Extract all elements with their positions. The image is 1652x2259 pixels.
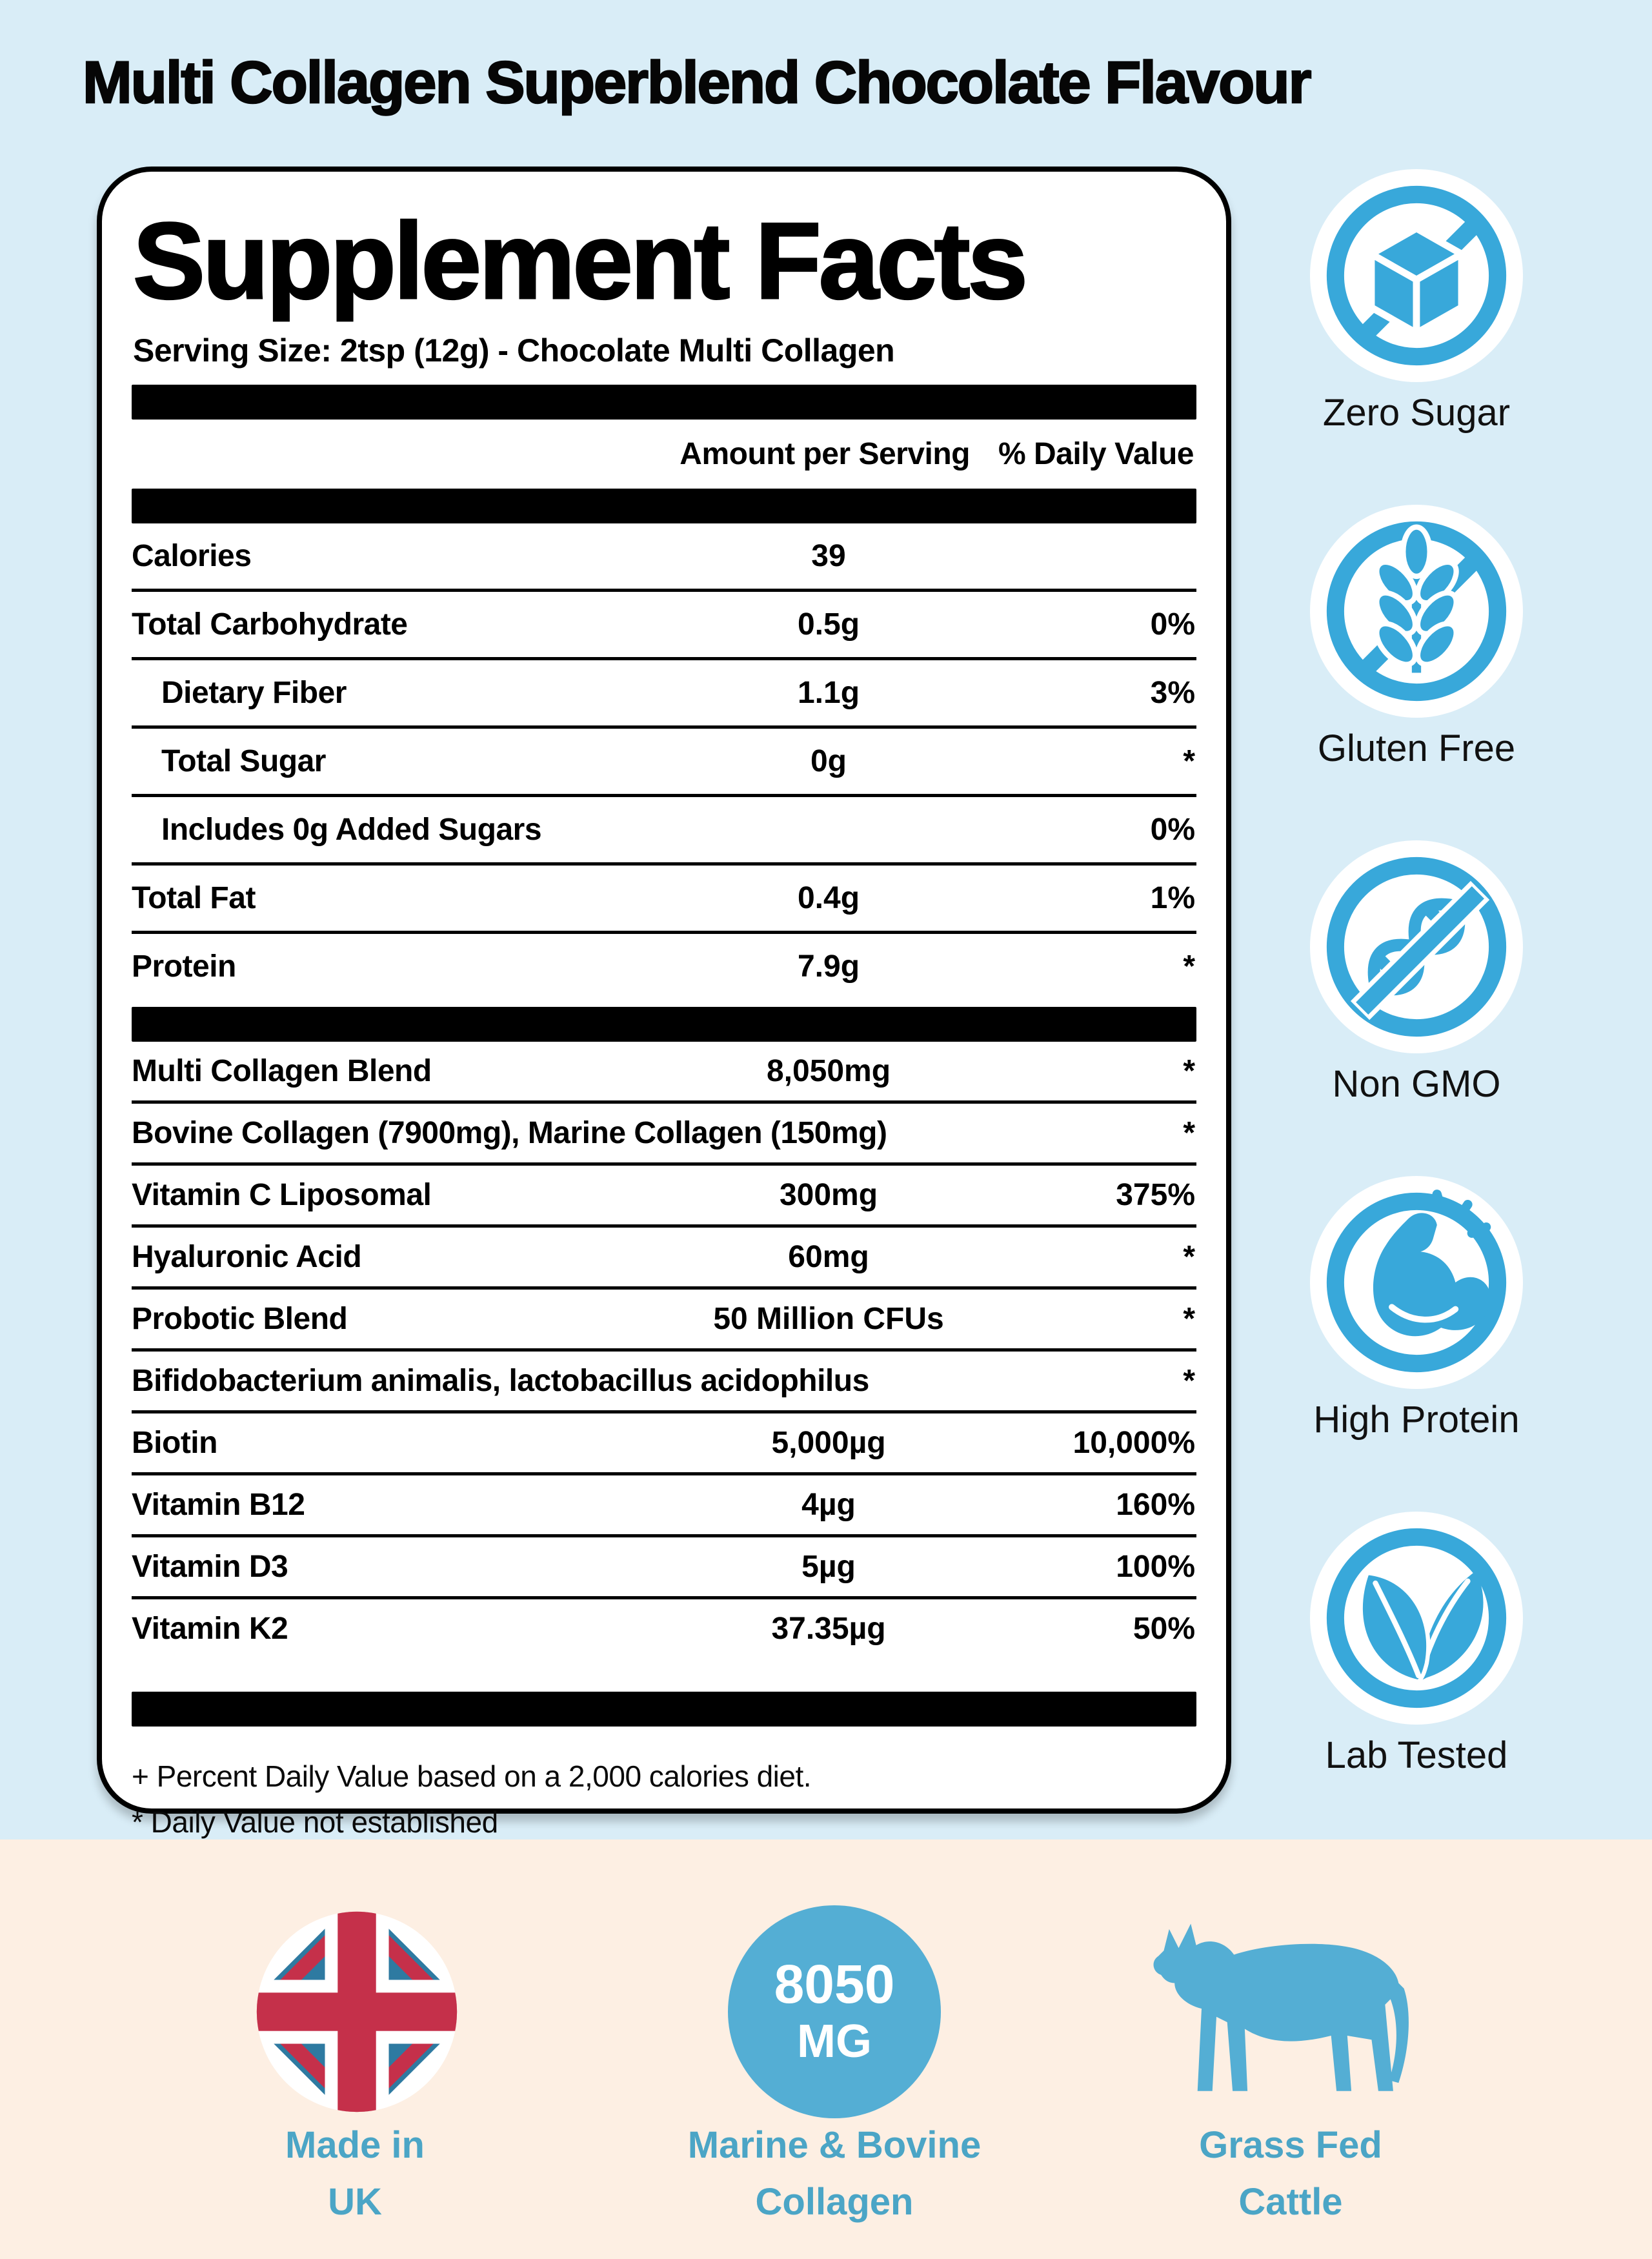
row-amount: 0.5g — [797, 607, 860, 642]
row-name: Bifidobacterium animalis, lactobacillus acidophilus — [132, 1364, 869, 1398]
table-row — [132, 1413, 1196, 1475]
column-header-amount: Amount per Serving — [680, 437, 970, 471]
badge-label: Lab Tested — [1325, 1734, 1508, 1776]
table-row — [132, 1228, 1196, 1290]
badge-label: High Protein — [1313, 1399, 1520, 1441]
mg-unit: MG — [797, 2016, 872, 2067]
no-wheat-icon — [1310, 505, 1523, 718]
row-daily-value: 1% — [1150, 881, 1195, 915]
row-name: Total Fat — [132, 881, 256, 915]
table-row — [132, 1104, 1196, 1166]
row-daily-value: * — [1183, 1240, 1195, 1274]
marine-bovine-label — [589, 2117, 1080, 2231]
row-amount: 37.35µg — [771, 1612, 886, 1646]
no-gmo-dna-icon — [1310, 840, 1523, 1053]
mg-circle-badge — [728, 1905, 941, 2118]
cattle-line: Cattle — [1238, 2181, 1343, 2224]
uk-flag-icon — [250, 1905, 463, 2118]
row-name: Vitamin K2 — [132, 1612, 288, 1646]
serving-size-line: Serving Size: 2tsp (12g) - Chocolate Multi Collagen — [133, 332, 895, 369]
cow-icon — [1142, 1903, 1439, 2109]
row-name: Total Carbohydrate — [132, 607, 408, 642]
row-name: Vitamin B12 — [132, 1488, 305, 1522]
made-in-uk-label — [110, 2117, 600, 2231]
uk-line: UK — [328, 2181, 382, 2224]
footnotes — [132, 1754, 1196, 1846]
row-name: Calories — [132, 539, 252, 573]
ingredient-table — [132, 1042, 1196, 1658]
row-name: Hyaluronic Acid — [132, 1240, 362, 1274]
row-name: Includes 0g Added Sugars — [161, 813, 542, 847]
table-row — [132, 797, 1196, 866]
page-title: Multi Collagen Superblend Chocolate Flavour — [83, 50, 1311, 116]
badge-gluten-free — [1249, 505, 1584, 770]
grass-fed-label — [1045, 2117, 1536, 2231]
row-amount: 5µg — [801, 1550, 856, 1584]
row-daily-value: 0% — [1150, 813, 1195, 847]
row-amount: 0g — [810, 744, 847, 778]
no-sugar-cube-icon — [1310, 169, 1523, 382]
table-row — [132, 1042, 1196, 1104]
row-amount: 60mg — [788, 1240, 869, 1274]
table-row — [132, 592, 1196, 660]
row-name: Probotic Blend — [132, 1302, 348, 1336]
badge-label: Zero Sugar — [1322, 392, 1511, 434]
badge-zero-sugar — [1249, 169, 1584, 434]
table-row — [132, 1537, 1196, 1599]
row-daily-value: * — [1183, 1054, 1195, 1088]
row-amount: 4µg — [801, 1488, 856, 1522]
badge-lab-tested — [1249, 1512, 1584, 1777]
marine-line: Marine & Bovine — [687, 2124, 982, 2166]
divider-bar-middle — [132, 1007, 1196, 1042]
footer-band — [0, 1839, 1652, 2259]
table-row — [132, 1599, 1196, 1658]
row-name: Protein — [132, 949, 236, 984]
table-row — [132, 866, 1196, 934]
row-daily-value: * — [1183, 1116, 1195, 1150]
footnote-percent: + Percent Daily Value based on a 2,000 calories diet. — [132, 1759, 812, 1793]
row-daily-value: 160% — [1116, 1488, 1195, 1522]
row-name: Dietary Fiber — [161, 676, 347, 710]
nutrient-table — [132, 523, 1196, 999]
row-name: Vitamin C Liposomal — [132, 1178, 432, 1212]
row-amount: 5,000µg — [771, 1426, 886, 1460]
divider-bar-top — [132, 385, 1196, 420]
row-daily-value: * — [1183, 1302, 1195, 1336]
row-amount: 0.4g — [797, 881, 860, 915]
row-amount: 39 — [811, 539, 846, 573]
row-amount: 8,050mg — [766, 1054, 891, 1088]
row-daily-value: 3% — [1150, 676, 1195, 710]
mg-value: 8050 — [774, 1953, 895, 2014]
collagen-line: Collagen — [755, 2181, 914, 2224]
table-row — [132, 934, 1196, 999]
table-row — [132, 660, 1196, 729]
badge-label: Gluten Free — [1317, 727, 1516, 769]
table-row — [132, 729, 1196, 797]
row-name: Multi Collagen Blend — [132, 1054, 432, 1088]
leaves-icon — [1310, 1512, 1523, 1725]
flexed-bicep-icon — [1310, 1176, 1523, 1389]
table-row — [132, 1290, 1196, 1352]
row-daily-value: * — [1183, 744, 1195, 778]
badge-label: Non GMO — [1332, 1063, 1501, 1105]
footnote-daily-value: * Daily Value not established — [132, 1805, 498, 1839]
table-row — [132, 523, 1196, 592]
row-daily-value: 50% — [1133, 1612, 1195, 1646]
table-row — [132, 1166, 1196, 1228]
row-amount: 7.9g — [797, 949, 860, 984]
table-row — [132, 1475, 1196, 1537]
grass-fed-line: Grass Fed — [1199, 2124, 1382, 2166]
column-header-daily-value: % Daily Value — [998, 437, 1194, 471]
row-daily-value: 0% — [1150, 607, 1195, 642]
row-amount: 300mg — [779, 1178, 878, 1212]
row-daily-value: 375% — [1116, 1178, 1195, 1212]
row-amount: 1.1g — [797, 676, 860, 710]
badge-non-gmo — [1249, 840, 1584, 1106]
table-row — [132, 1352, 1196, 1413]
supplement-facts-panel — [97, 167, 1231, 1839]
row-amount: 50 Million CFUs — [713, 1302, 944, 1336]
row-daily-value: * — [1183, 949, 1195, 984]
row-name: Bovine Collagen (7900mg), Marine Collagen (150mg) — [132, 1116, 887, 1150]
row-daily-value: 10,000% — [1073, 1426, 1195, 1460]
row-daily-value: 100% — [1116, 1550, 1195, 1584]
column-header-row — [132, 420, 1196, 489]
made-in-line: Made in — [285, 2124, 425, 2166]
badge-high-protein — [1249, 1176, 1584, 1441]
divider-bar-bottom — [132, 1692, 1196, 1727]
row-name: Biotin — [132, 1426, 217, 1460]
row-name: Total Sugar — [161, 744, 326, 778]
divider-bar-header — [132, 489, 1196, 523]
supplement-facts-title: Supplement Facts — [133, 200, 1025, 321]
row-name: Vitamin D3 — [132, 1550, 288, 1584]
row-daily-value: * — [1183, 1364, 1195, 1398]
